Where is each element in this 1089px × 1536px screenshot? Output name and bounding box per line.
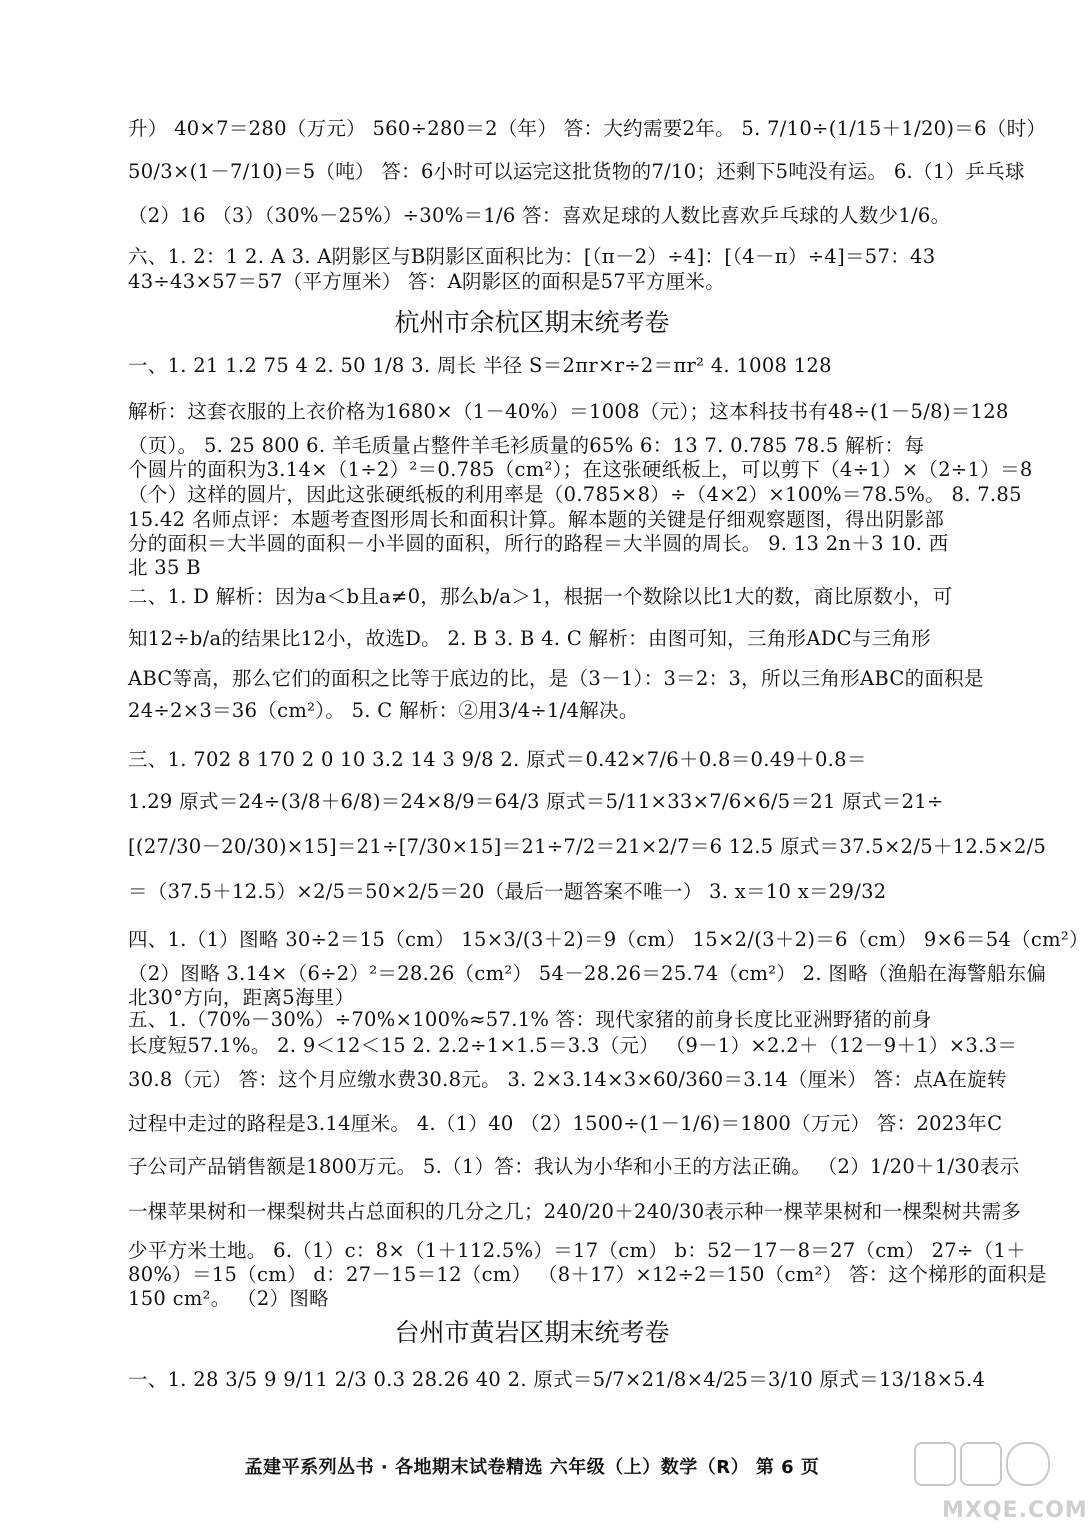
watermark-text: MXQE.COM [942,1498,1088,1523]
section-heading: 杭州市余杭区期末统考卷 [394,308,670,337]
answer-line: 解析：这套衣服的上衣价格为1680×（1－40%）＝1008（元）；这本科技书有48÷(1－5/8)＝128 [128,400,1009,423]
watermark-glyph-box [1006,1442,1050,1486]
answer-line: 四、1.（1）图略 30÷2＝15（cm） 15×3/(3＋2)＝9（cm） 15×2/(3＋2)＝6（cm） 9×6＝54（cm²） [128,928,1089,951]
answer-line: 北 35 B [128,556,201,579]
page-footer: 孟建平系列丛书 · 各地期末试卷精选 六年级（上）数学（R） 第 6 页 [244,1457,820,1478]
answer-line: （个）这样的圆片，因此这张硬纸板的利用率是（0.785×8）÷（4×2）×100%＝78.5%。 8. 7.85 [128,483,1022,506]
answer-line: 长度短57.1%。 2. 9＜12＜15 2. 2.2÷1×1.5＝3.3（元） （9－1）×2.2＋（12－9＋1）×3.3＝ [128,1034,1018,1057]
section-heading: 台州市黄岩区期末统考卷 [394,1318,670,1347]
watermark-logo [906,1440,1088,1532]
answer-line: （2）图略 3.14×（6÷2）²＝28.26（cm²） 54－28.26＝25.74（cm²） 2. 图略（渔船在海警船东偏 [128,962,1047,985]
answer-line: 二、1. D 解析：因为a＜b且a≠0，那么b/a＞1，根据一个数除以比1大的数，商比原数小，可 [128,585,953,608]
answer-line: 子公司产品销售额是1800万元。 5.（1）答：我认为小华和小王的方法正确。 （2）1/20＋1/30表示 [128,1155,1020,1178]
answer-line: 80%）＝15（cm） d：27－15＝12（cm） （8＋17）×12÷2＝150（cm²） 答：这个梯形的面积是 [128,1263,1047,1286]
watermark-glyph-box [960,1442,1002,1486]
answer-line: 30.8（元） 答：这个月应缴水费30.8元。 3. 2×3.14×3×60/360＝3.14（厘米） 答：点A在旋转 [128,1068,1007,1091]
answer-line: 三、1. 702 8 170 2 0 10 3.2 14 3 9/8 2. 原式＝0.42×7/6＋0.8＝0.49＋0.8＝ [128,748,867,771]
answer-line: 五、1.（70%－30%）÷70%×100%≈57.1% 答：现代家猪的前身长度比亚洲野猪的前身 [128,1008,932,1031]
answer-line: 个圆片的面积为3.14×（1÷2）²＝0.785（cm²）；在这张硬纸板上，可以剪下（4÷1）×（2÷1）＝8 [128,458,1033,481]
answer-line: 过程中走过的路程是3.14厘米。 4.（1）40 （2）1500÷(1－1/6)＝1800（万元） 答：2023年C [128,1112,1003,1135]
answer-line: 一、1. 28 3/5 9 9/11 2/3 0.3 28.26 40 2. 原式＝5/7×21/8×4/25＝3/10 原式＝13/18×5.4 [128,1368,986,1391]
answer-line: 24÷2×3＝36（cm²）。 5. C 解析：②用3/4÷1/4解决。 [128,699,639,722]
answer-line: （2）16 （3）（30%－25%）÷30%＝1/6 答：喜欢足球的人数比喜欢乒乓球的人数少1/6。 [128,204,951,227]
answer-line: 北30°方向，距离5海里） [128,986,355,1009]
watermark-glyph-box [914,1442,956,1486]
answer-line: ＝（37.5＋12.5）×2/5＝50×2/5＝20（最后一题答案不唯一） 3. x＝10 x＝29/32 [128,880,887,903]
answer-line: 少平方米土地。 6.（1）c：8×（1＋112.5%）＝17（cm） b：52－17－8＝27（cm） 27÷（1＋ [128,1239,1026,1262]
answer-line: 1.29 原式＝24÷(3/8＋6/8)＝24×8/9＝64/3 原式＝5/11×33×7/6×6/5＝21 原式＝21÷ [128,790,944,813]
answer-line: 升） 40×7＝280（万元） 560÷280＝2（年） 答：大约需要2年。 5. 7/10÷(1/15＋1/20)＝6（时） [128,117,1047,140]
answer-line: 43÷43×57＝57（平方厘米） 答：A阴影区的面积是57平方厘米。 [128,270,726,293]
answer-line: 知12÷b/a的结果比12小，故选D。 2. B 3. B 4. C 解析：由图可知，三角形ADC与三角形 [128,627,932,650]
answer-line: 六、1. 2：1 2. A 3. A阴影区与B阴影区面积比为：[（π－2）÷4]：[（4－π）÷4]＝57：43 [128,245,936,268]
answer-line: 一棵苹果树和一棵梨树共占总面积的几分之几；240/20＋240/30表示种一棵苹果树和一棵梨树共需多 [128,1200,1022,1223]
answer-line: 分的面积＝大半圆的面积－小半圆的面积，所行的路程＝大半圆的周长。 9. 13 2n＋3 10. 西 [128,532,949,555]
answer-line: 一、1. 21 1.2 75 4 2. 50 1/8 3. 周长 半径 S＝2πr×r÷2＝πr² 4. 1008 128 [128,354,832,377]
answer-line: [(27/30－20/30)×15]＝21÷[7/30×15]＝21÷7/2＝21×2/7＝6 12.5 原式＝37.5×2/5＋12.5×2/5 [128,835,1047,858]
answer-line: 15.42 名师点评：本题考查图形周长和面积计算。解本题的关键是仔细观察题图，得出阴影部 [128,508,945,531]
answer-line: 50/3×(1－7/10)＝5（吨） 答：6小时可以运完这批货物的7/10；还剩下5吨没有运。 6.（1）乒乓球 [128,160,1025,183]
answer-line: （页）。 5. 25 800 6. 羊毛质量占整件羊毛衫质量的65% 6：13 7. 0.785 78.5 解析：每 [128,434,925,457]
answer-line: ABC等高，那么它们的面积之比等于底边的比，是（3－1）：3＝2：3，所以三角形ABC的面积是 [128,667,984,690]
answer-line: 150 cm²。 （2）图略 [128,1287,329,1310]
